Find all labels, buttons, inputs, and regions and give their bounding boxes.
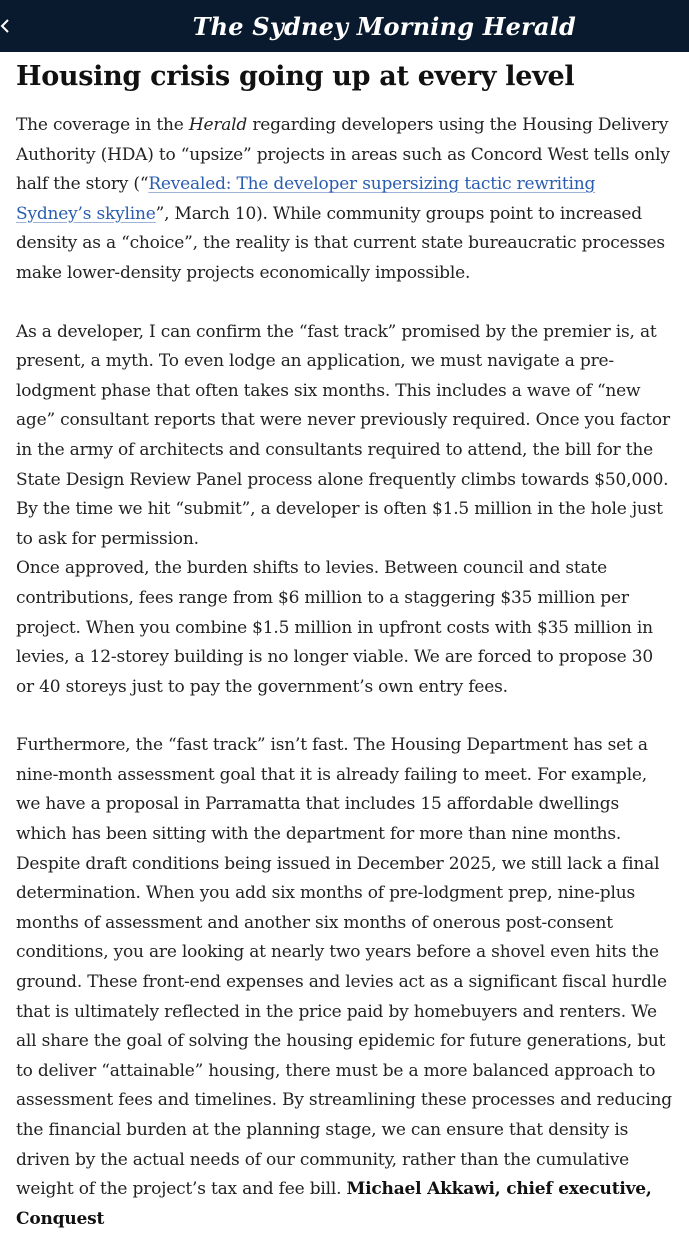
paragraph-2 (16, 318, 673, 703)
p1-text-a: The coverage in the (16, 115, 189, 135)
p1-text-b: regarding developers using the Housing Delivery Authority (HDA) to “upsize” projects in areas such as Concord West tells only half the story (“ (16, 115, 670, 195)
masthead (0, 0, 689, 52)
chevron-left-icon[interactable] (0, 18, 12, 34)
article (0, 60, 689, 1234)
p2-line-2: By the time we hit “submit”, a developer is often $1.5 million in the hole just to ask for permission. (16, 499, 663, 549)
p2-line-3: Once approved, the burden shifts to levies. Between council and state contributions, fees range from $6 million to a staggering $35 million per project. When you combine $1.5 million in upfront costs with $35 million in levies, a 12-storey building is no longer viable. We are forced to propose 30 or 40 storeys just to pay the government’s own entry fees. (16, 558, 653, 697)
article-title: Housing crisis going up at every level (16, 61, 575, 92)
paragraph-1 (16, 111, 673, 289)
paragraph-3 (16, 731, 673, 1234)
p1-italic-herald: Herald (188, 115, 248, 135)
p3-text: Furthermore, the “fast track” isn’t fast. The Housing Department has set a nine-month assessment goal that it is already failing to meet. For example, we have a proposal in Parramatta that includes 15 affordable dwellings which has been sitting with the department for more than nine months. Despite draft conditions being issued in December 2025, we still lack a final determination. When you add six months of pre-lodgment prep, nine-plus months of assessment and another six months of onerous post-consent conditions, you are looking at nearly two years before a shovel even hits the ground. These front-end expenses and levies act as a significant fiscal hurdle that is ultimately reflected in the price paid by homebuyers and renters. We all share the goal of solving the housing epidemic for future generations, but to deliver “attainable” housing, there must be a more balanced approach to assessment fees and timelines. By streamlining these processes and reducing the financial burden at the planning stage, we can ensure that density is driven by the actual needs of our community, rather than the cumulative weight of the project’s tax and fee bill. (16, 735, 672, 1200)
revealed-article-link[interactable]: Revealed: The developer supersizing tactic rewriting Sydney’s skyline (16, 174, 596, 224)
masthead-brand[interactable]: The Sydney Morning Herald (192, 11, 576, 41)
p1-text-c: ”, March 10). While community groups point to increased density as a “choice”, the reality is that current state bureaucratic processes make lower-density projects economically impossible. (16, 203, 665, 283)
author-signature: Michael Akkawi, chief executive, Conquest (16, 1179, 652, 1229)
p2-line-1: As a developer, I can confirm the “fast track” promised by the premier is, at present, a myth. To even lodge an application, we must navigate a pre-lodgment phase that often takes six months. This includes a wave of “new age” consultant reports that were never previously required. Once you factor in the army of architects and consultants required to attend, the bill for the State Design Review Panel process alone frequently climbs towards $50,000. (16, 321, 670, 490)
